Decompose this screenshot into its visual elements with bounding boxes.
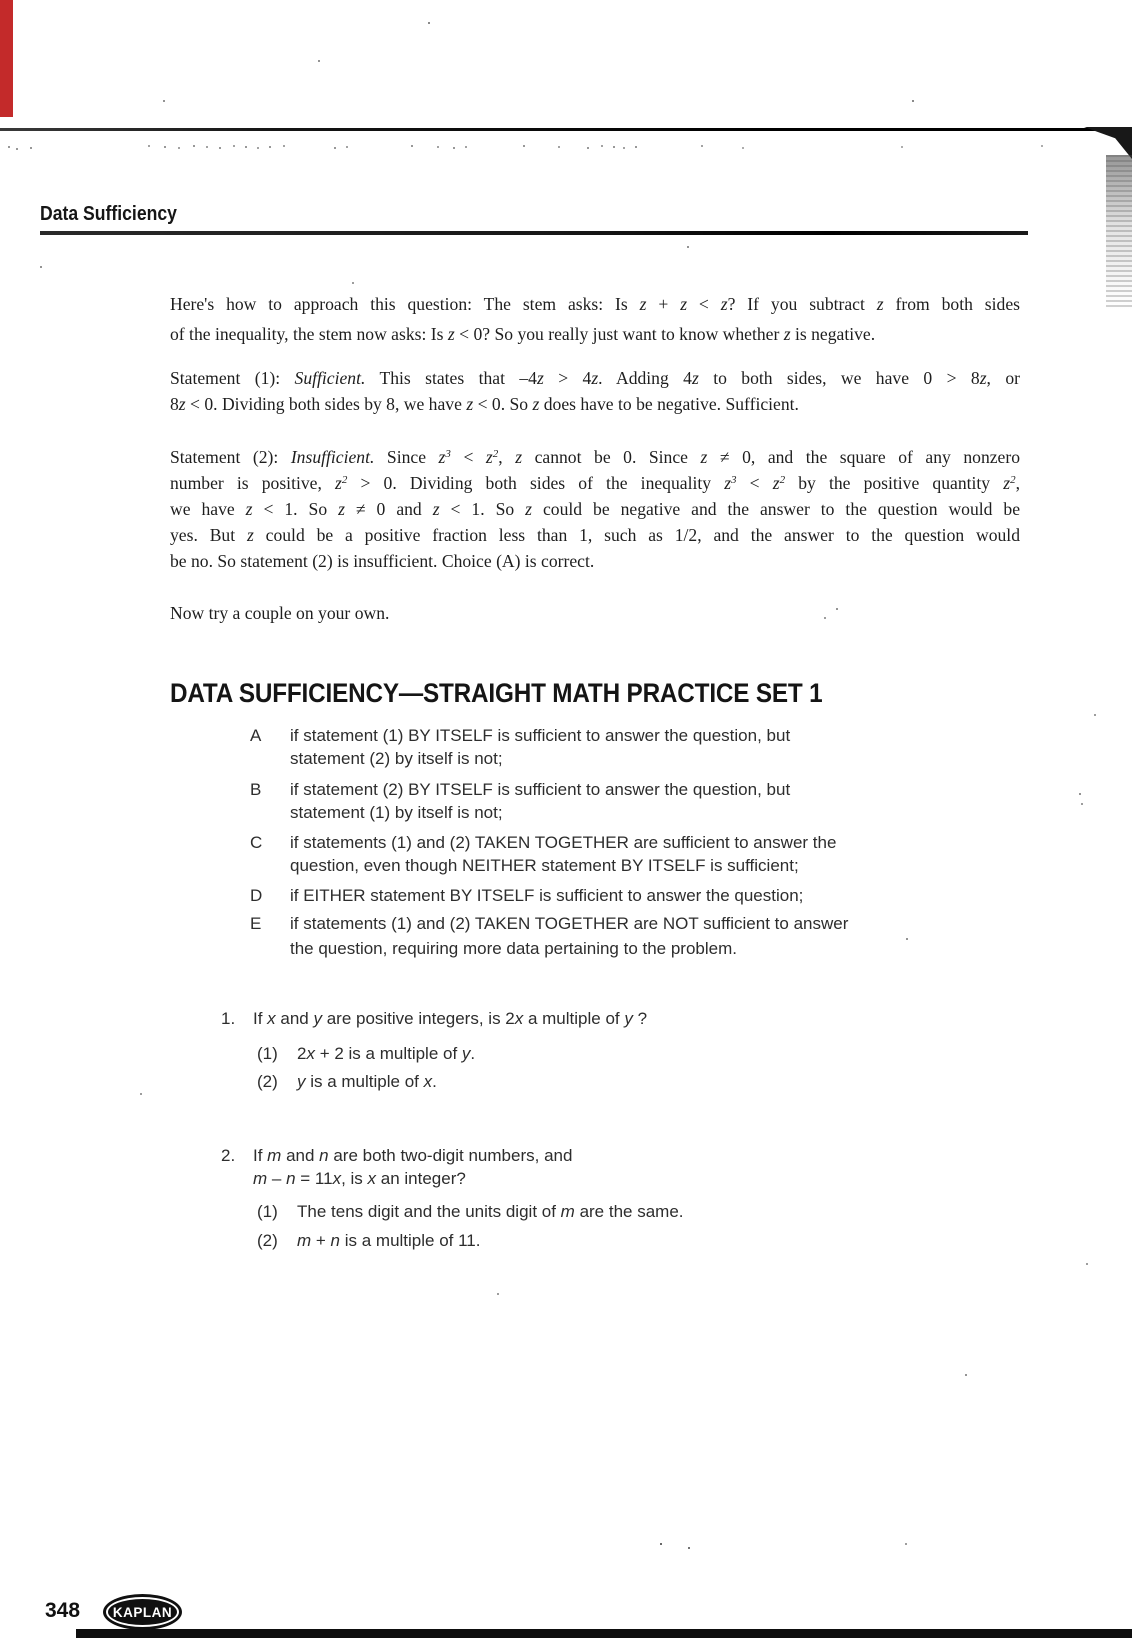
- header-rule: [40, 231, 1028, 235]
- choice-letter-d: D: [250, 886, 263, 905]
- statement-text: The tens digit and the units digit of m are the same.: [297, 1202, 684, 1221]
- running-head: Data Sufficiency: [40, 203, 177, 225]
- question-number: 2.: [221, 1146, 236, 1165]
- choice-letter-e: E: [250, 914, 262, 933]
- scan-red-edge: [0, 0, 13, 117]
- statement-text: m + n is a multiple of 11.: [297, 1231, 481, 1250]
- page-number: 348: [45, 1599, 81, 1622]
- body-line: of the inequality, the stem now asks: Is z < 0? So you really just want to know whether z is negative.: [170, 324, 876, 344]
- body-line: Now try a couple on your own.: [170, 603, 390, 623]
- choice-letter-a: A: [250, 726, 262, 745]
- statement-text: 2x + 2 is a multiple of y.: [297, 1044, 476, 1063]
- kaplan-logo-text: KAPLAN: [112, 1604, 173, 1620]
- body-line: we have z < 1. So z ≠ 0 and z < 1. So z could be negative and the answer to the question would be: [170, 499, 1021, 519]
- choice-letter-b: B: [250, 780, 262, 799]
- choice-line: if statements (1) and (2) TAKEN TOGETHER are sufficient to answer the: [290, 833, 837, 852]
- question-number: 1.: [221, 1009, 236, 1028]
- statement-label: (1): [257, 1044, 278, 1063]
- choice-line: if EITHER statement BY ITSELF is sufficient to answer the question;: [290, 886, 804, 905]
- body-line: yes. But z could be a positive fraction less than 1, such as 1/2, and the answer to the question would: [170, 525, 1020, 545]
- question-stem-line: If x and y are positive integers, is 2x a multiple of y ?: [253, 1009, 648, 1028]
- body-line: number is positive, $z^2 > 0$. Dividing both sides of the inequality $z^3 < z^2$ by the positive quantity $z^2$,: [170, 473, 1020, 493]
- statement-label: (2): [257, 1231, 278, 1250]
- body-line: Statement (2): Insufficient. Since $z^3 < z^2$, z cannot be 0. Since z ≠ 0, and the square of any nonzero: [170, 447, 1021, 467]
- choice-line: if statements (1) and (2) TAKEN TOGETHER are NOT sufficient to answer: [290, 914, 849, 933]
- body-line: be no. So statement (2) is insufficient. Choice (A) is correct.: [170, 551, 595, 571]
- body-line: Statement (1): Sufficient. This states that –4z > 4z. Adding 4z to both sides, we have 0 > 8z, or: [170, 368, 1020, 388]
- statement-label: (2): [257, 1072, 278, 1091]
- choice-line: if statement (1) BY ITSELF is sufficient to answer the question, but: [290, 726, 791, 745]
- practice-set-heading: DATA SUFFICIENCY—STRAIGHT MATH PRACTICE SET 1: [170, 678, 823, 708]
- choice-line: statement (2) by itself is not;: [290, 749, 503, 768]
- scan-bottom-edge-bar: [76, 1629, 1132, 1638]
- choice-line: if statement (2) BY ITSELF is sufficient to answer the question, but: [290, 780, 791, 799]
- choice-line: statement (1) by itself is not;: [290, 803, 503, 822]
- question-stem-line: If m and n are both two-digit numbers, and: [253, 1146, 573, 1165]
- statement-text: y is a multiple of x.: [297, 1072, 437, 1091]
- body-line: Here's how to approach this question: The stem asks: Is z + z < z? If you subtract z from both sides: [170, 294, 1020, 314]
- scan-top-edge-line: [0, 128, 1096, 131]
- choice-line: the question, requiring more data pertaining to the problem.: [290, 939, 737, 958]
- question-stem-line: m – n = 11x, is x an integer?: [253, 1169, 466, 1188]
- statement-label: (1): [257, 1202, 278, 1221]
- body-line: 8z < 0. Dividing both sides by 8, we have z < 0. So z does have to be negative. Sufficient.: [170, 394, 799, 414]
- choice-line: question, even though NEITHER statement BY ITSELF is sufficient;: [290, 856, 799, 875]
- scan-dust: [0, 0, 2, 2]
- choice-letter-c: C: [250, 833, 263, 852]
- scan-streak: [1106, 155, 1132, 310]
- kaplan-logo: [103, 1594, 182, 1630]
